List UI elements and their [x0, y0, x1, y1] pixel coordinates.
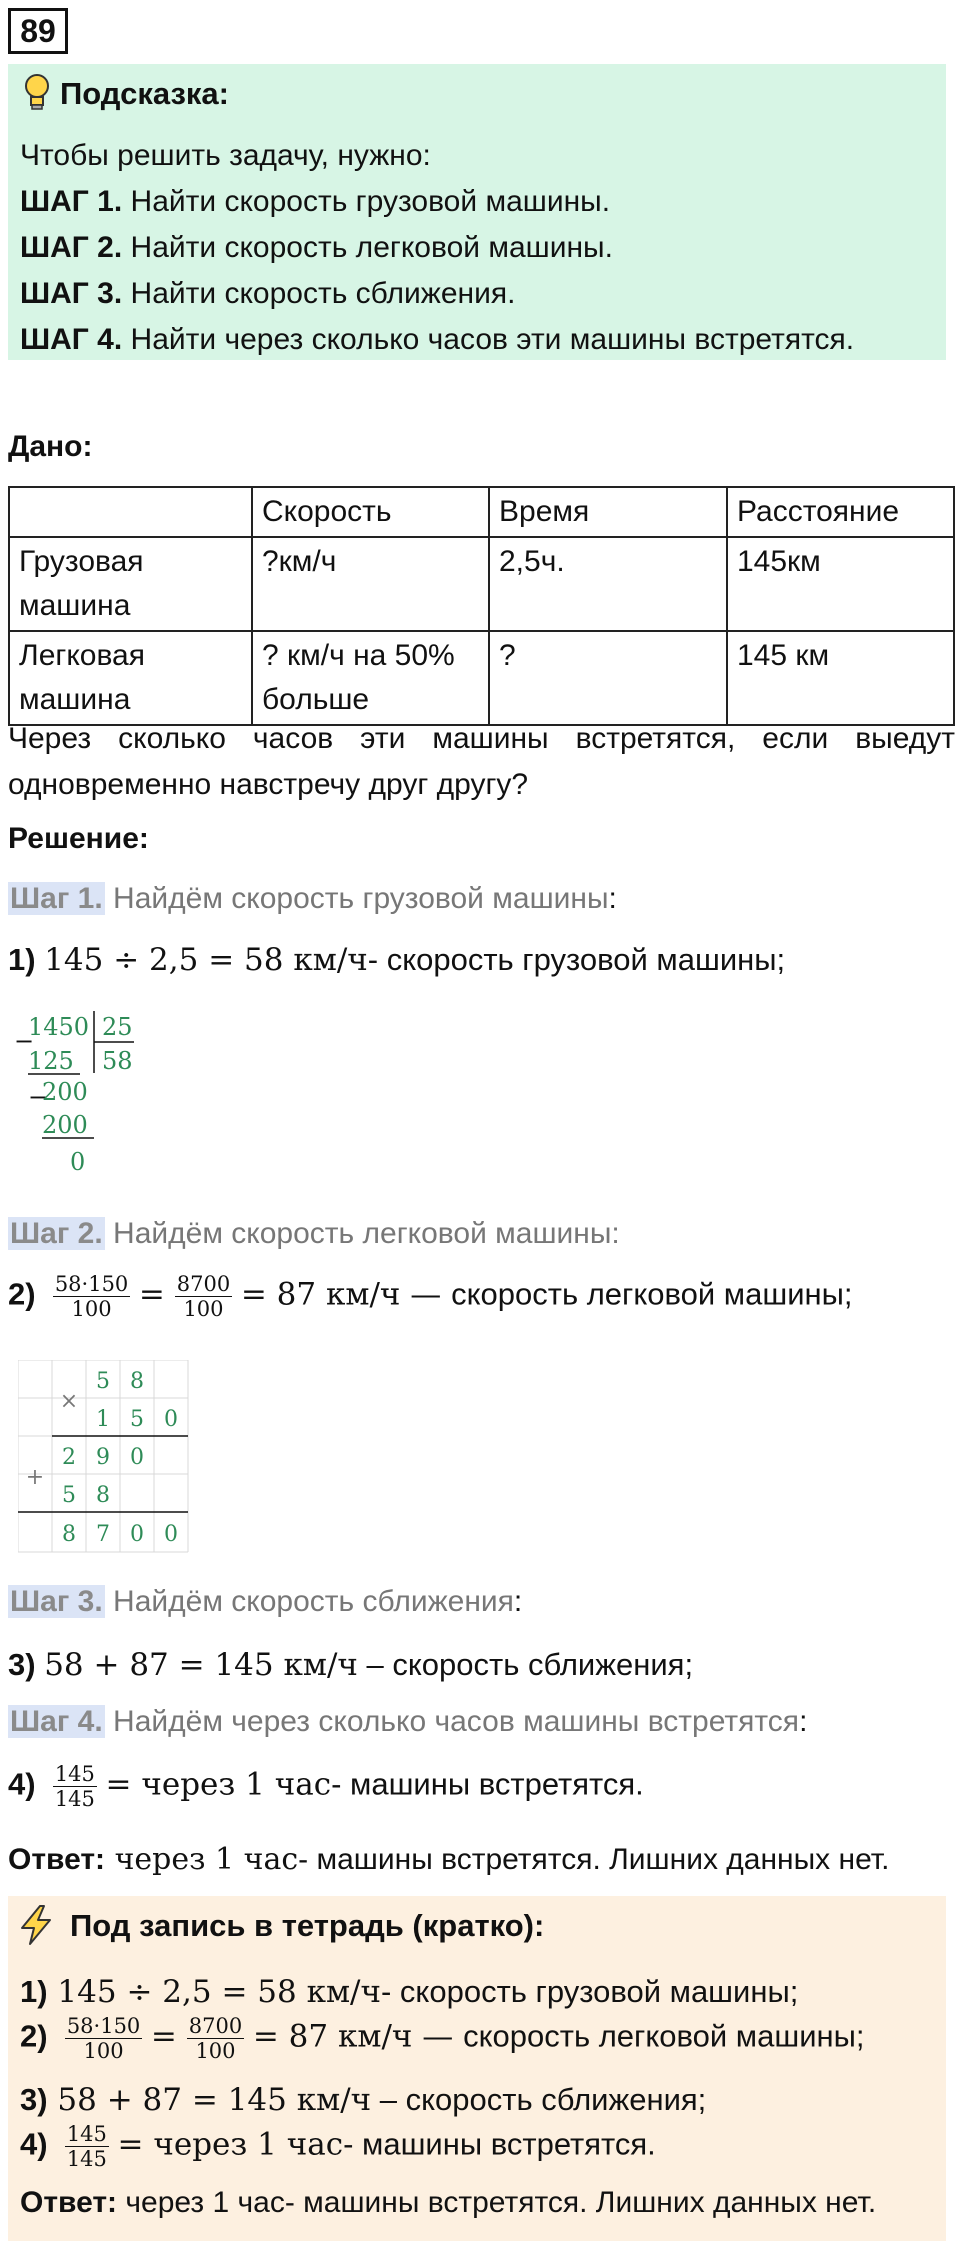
- solution-line-1: 1) 145 ÷ 2,5 = 58 км/ч- скорость грузовой машины;: [8, 942, 786, 978]
- svg-text:9: 9: [96, 1445, 110, 1470]
- notebook-line-4: 4) $\frac{145}{145}$ = через 1 час- машины встретятся.: [20, 2122, 656, 2171]
- step-1-heading: Шаг 1. Найдём скорость грузовой машины:: [10, 882, 617, 915]
- long-division: [10, 1005, 140, 1180]
- table-cell: 145км: [727, 537, 954, 631]
- division-dividend: 1450: [28, 1013, 90, 1041]
- svg-text:1: 1: [96, 1407, 110, 1432]
- table-cell: Время: [489, 487, 727, 537]
- division-sub1: 125: [28, 1047, 74, 1075]
- table-cell: 2,5ч.: [489, 537, 727, 631]
- division-rem1: 200: [42, 1078, 88, 1106]
- table-row: [9, 537, 954, 631]
- svg-text:0: 0: [130, 1522, 144, 1547]
- question-text: Через сколько часов эти машины встретятся, если выедут одновременно навстречу друг другу?: [8, 722, 955, 801]
- step-4-heading: Шаг 4. Найдём через сколько часов машины встретятся:: [10, 1705, 808, 1738]
- svg-text:0: 0: [164, 1522, 178, 1547]
- table-header-row: [9, 487, 954, 537]
- task-number: 89: [8, 8, 68, 54]
- svg-text:−: −: [28, 1083, 49, 1111]
- step-3-heading: Шаг 3. Найдём скорость сближения:: [10, 1585, 523, 1618]
- given-title: Дано:: [8, 430, 93, 463]
- table-cell: ? км/ч на 50% больше: [252, 631, 489, 725]
- solution-line-4: 4) $\frac{145}{145}$ = через 1 час- машины встретятся.: [8, 1762, 644, 1811]
- svg-text:7: 7: [96, 1522, 110, 1547]
- division-sub2: 200: [42, 1111, 88, 1139]
- solution-title: Решение:: [8, 822, 149, 855]
- table-cell: Легковая машина: [9, 631, 252, 725]
- svg-text:2: 2: [62, 1445, 76, 1470]
- table-cell: Расстояние: [727, 487, 954, 537]
- table-cell: Грузовая машина: [9, 537, 252, 631]
- hint-intro: Чтобы решить задачу, нужно:: [20, 139, 431, 172]
- hint-step-3: ШАГ 3. Найти скорость сближения.: [20, 277, 516, 310]
- table-cell: ?: [489, 631, 727, 725]
- svg-text:0: 0: [164, 1407, 178, 1432]
- svg-text:8: 8: [130, 1369, 144, 1394]
- notebook-box: [8, 1896, 946, 2241]
- svg-text:−: −: [14, 1027, 35, 1055]
- notebook-answer: Ответ: через 1 час- машины встретятся. Лишних данных нет.: [20, 2186, 877, 2219]
- notebook-line-3: 3) 58 + 87 = 145 км/ч – скорость сближения;: [20, 2082, 707, 2118]
- hint-step-1: ШАГ 1. Найти скорость грузовой машины.: [20, 185, 611, 218]
- table-row: [9, 631, 954, 725]
- answer-line: Ответ: через 1 час- машины встретятся. Лишних данных нет.: [8, 1842, 890, 1877]
- table-cell: Скорость: [252, 487, 489, 537]
- svg-text:8: 8: [62, 1522, 76, 1547]
- hint-step-4: ШАГ 4. Найти через сколько часов эти машины встретятся.: [20, 323, 855, 356]
- lightning-icon: [18, 1904, 54, 1954]
- hint-step-2: ШАГ 2. Найти скорость легковой машины.: [20, 231, 613, 264]
- solution-line-3: 3) 58 + 87 = 145 км/ч – скорость сближения;: [8, 1647, 694, 1683]
- notebook-line-1: 1) 145 ÷ 2,5 = 58 км/ч- скорость грузовой машины;: [20, 1974, 799, 2010]
- svg-text:8: 8: [96, 1483, 110, 1508]
- division-quotient: 58: [102, 1047, 133, 1075]
- notebook-title: Под запись в тетрадь (кратко):: [70, 1908, 545, 1943]
- svg-text:5: 5: [96, 1369, 110, 1394]
- hint-title: Подсказка:: [60, 76, 229, 111]
- step-2-heading: Шаг 2. Найдём скорость легковой машины:: [10, 1217, 620, 1250]
- given-table: [8, 486, 955, 726]
- table-cell: [9, 487, 252, 537]
- division-rem2: 0: [70, 1148, 86, 1176]
- table-cell: 145 км: [727, 631, 954, 725]
- lightbulb-icon: [22, 72, 52, 120]
- division-divisor: 25: [102, 1013, 133, 1041]
- solution-line-2: 2) $\frac{58\cdot 150}{100}$ = $\frac{8700}{100}$ = 87 км/ч — скорость легковой машины;: [8, 1272, 853, 1321]
- table-cell: ?км/ч: [252, 537, 489, 631]
- svg-text:5: 5: [62, 1483, 76, 1508]
- svg-text:+: +: [25, 1465, 45, 1490]
- svg-text:×: ×: [59, 1389, 79, 1414]
- multiplication-grid: [18, 1360, 193, 1560]
- svg-text:0: 0: [130, 1445, 144, 1470]
- hint-box: [8, 64, 946, 360]
- svg-text:5: 5: [130, 1407, 144, 1432]
- notebook-line-2: 2) $\frac{58\cdot 150}{100}$ = $\frac{8700}{100}$ = 87 км/ч — скорость легковой машины;: [20, 2014, 865, 2063]
